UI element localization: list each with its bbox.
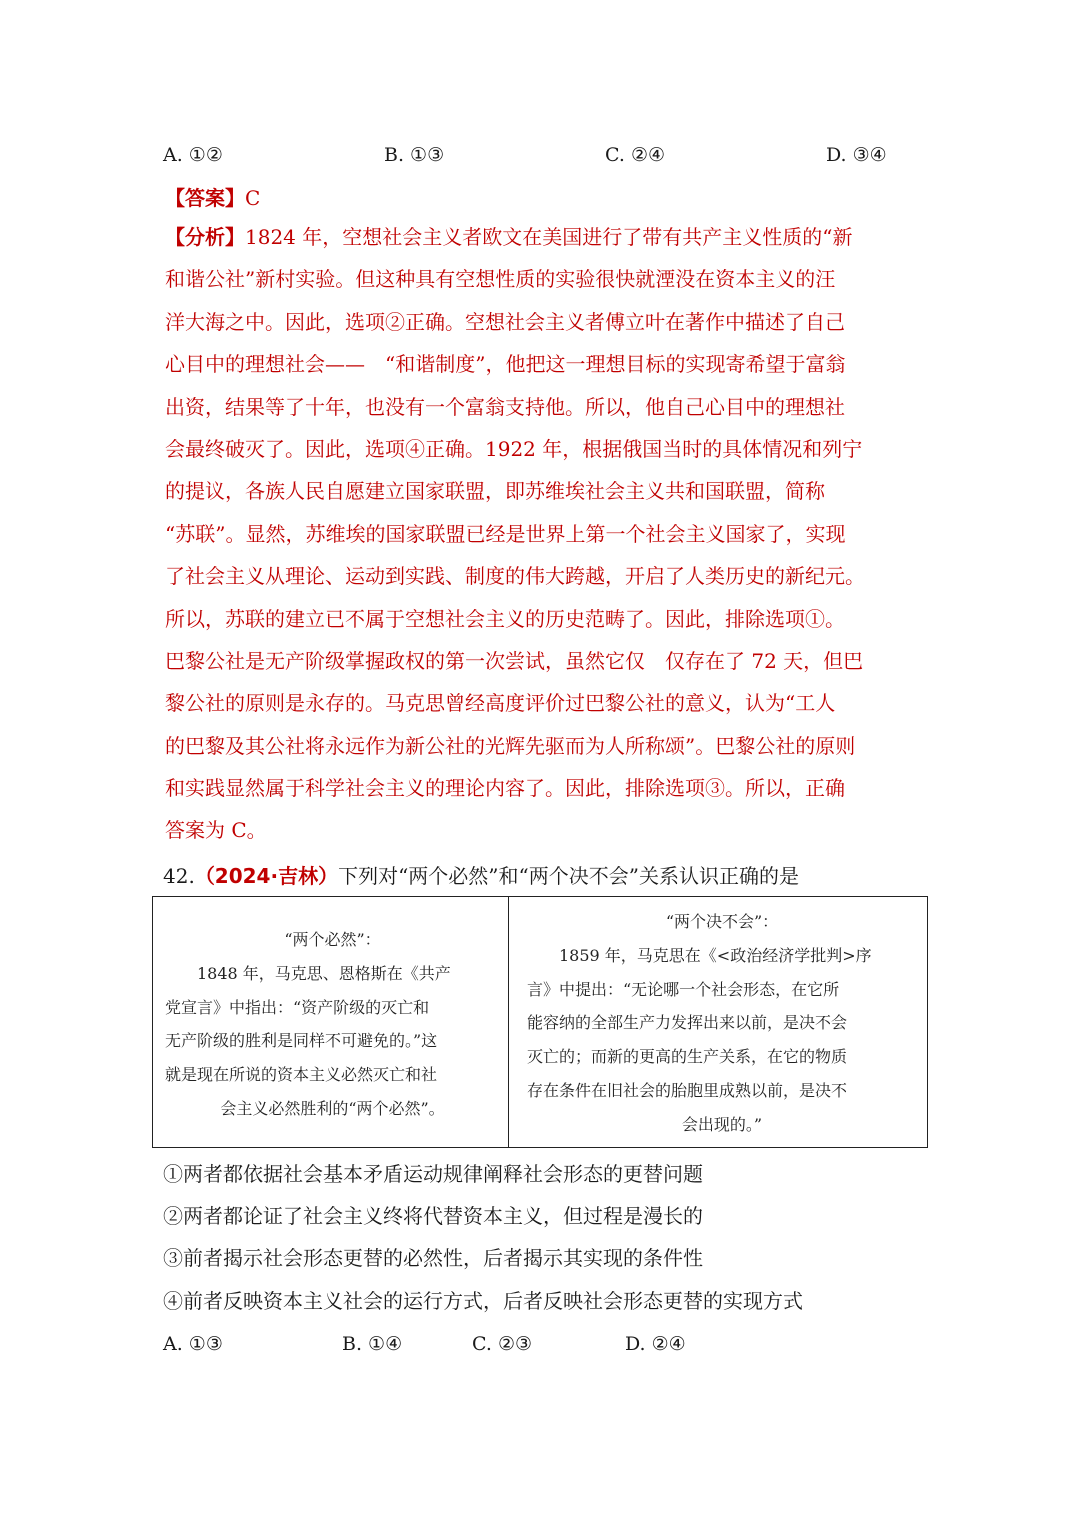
answer-line — [165, 182, 260, 211]
material-left-line: 无产阶级的胜利是同样不可避免的。”这 — [165, 1031, 438, 1051]
material-right-line: 1859 年，马克思在《<政治经济学批判>序 — [527, 945, 872, 965]
statement-1: ①两者都依据社会基本矛盾运动规律阐释社会形态的更替问题 — [163, 1162, 703, 1186]
analysis-line: “苏联”。显然，苏维埃的国家联盟已经是世界上第一个社会主义国家了，实现 — [165, 521, 846, 546]
analysis-line: 的提议，各族人民自愿建立国家联盟，即苏维埃社会主义共和国联盟，简称 — [165, 479, 825, 504]
answer-label: 【答案】 — [165, 186, 245, 210]
statement-4: ④前者反映资本主义社会的运行方式，后者反映社会形态更替的实现方式 — [163, 1289, 803, 1313]
analysis-line: 会最终破灭了。因此，选项④正确。1922 年，根据俄国当时的具体情况和列宁 — [165, 436, 863, 461]
option-d: D. ②④ — [625, 1333, 686, 1355]
material-right-line: 言》中提出：“无论哪一个社会形态，在它所 — [527, 979, 840, 999]
answer-value: C — [245, 186, 261, 210]
analysis-block — [165, 216, 925, 852]
question-source: （2024·吉林） — [194, 864, 339, 888]
option-b: B. ①④ — [342, 1333, 403, 1355]
analysis-line: 【分析】1824 年，空想社会主义者欧文在美国进行了带有共产主义性质的“新 — [165, 225, 853, 249]
option-c: C. ②③ — [472, 1333, 533, 1355]
analysis-line: 出资，结果等了十年，也没有一个富翁支持他。所以，他自己心目中的理想社 — [165, 394, 845, 419]
statement-3: ③前者揭示社会形态更替的必然性，后者揭示其实现的条件性 — [163, 1246, 703, 1270]
analysis-line: 和谐公社”新村实验。但这种具有空想性质的实验很快就湮没在资本主义的汪 — [165, 267, 836, 292]
analysis-line: 所以，苏联的建立已不属于空想社会主义的历史范畴了。因此，排除选项①。 — [165, 606, 845, 631]
analysis-line: 答案为 C。 — [165, 818, 267, 843]
material-right-line: 能容纳的全部生产力发挥出来以前，是决不会 — [527, 1013, 848, 1033]
prev-option-c: C. ②④ — [605, 144, 666, 166]
material-table — [152, 896, 928, 1148]
statement-2: ②两者都论证了社会主义终将代替资本主义，但过程是漫长的 — [163, 1204, 703, 1228]
material-right-line: 存在条件在旧社会的胎胞里成熟以前，是决不 — [527, 1080, 848, 1100]
material-left-title: “两个必然”： — [284, 930, 381, 949]
prev-option-d: D. ③④ — [826, 144, 887, 166]
analysis-line: 心目中的理想社会—— “和谐制度”，他把这一理想目标的实现寄希望于富翁 — [165, 352, 846, 377]
material-right-title: “两个决不会”： — [665, 912, 779, 931]
material-left-line: 1848 年，马克思、恩格斯在《共产 — [165, 963, 451, 983]
material-left-line: 党宣言》中指出：“资产阶级的灭亡和 — [165, 997, 430, 1017]
prev-option-a: A. ①② — [163, 144, 223, 166]
question-number: 42. — [163, 864, 195, 888]
question-stem: 下列对“两个必然”和“两个决不会”关系认识正确的是 — [338, 864, 799, 888]
analysis-label: 【分析】 — [165, 225, 245, 249]
material-right-line: 灭亡的；而新的更高的生产关系，在它的物质 — [527, 1047, 848, 1067]
material-right-cell — [509, 897, 927, 1147]
prev-option-b: B. ①③ — [384, 144, 445, 166]
analysis-line: 黎公社的原则是永存的。马克思曾经高度评价过巴黎公社的意义，认为“工人 — [165, 691, 836, 716]
material-left-line: 会主义必然胜利的“两个必然”。 — [220, 1098, 445, 1118]
analysis-line: 巴黎公社是无产阶级掌握政权的第一次尝试，虽然它仅 仅存在了 72 天，但巴 — [165, 648, 864, 673]
analysis-line: 洋大海之中。因此，选项②正确。空想社会主义者傅立叶在著作中描述了自己 — [165, 309, 845, 334]
option-a: A. ①③ — [163, 1333, 223, 1355]
material-left-line: 就是现在所说的资本主义必然灭亡和社 — [165, 1065, 438, 1085]
analysis-line: 了社会主义从理论、运动到实践、制度的伟大跨越，开启了人类历史的新纪元。 — [165, 564, 865, 589]
material-right-line: 会出现的。” — [681, 1114, 763, 1134]
analysis-line: 和实践显然属于科学社会主义的理论内容了。因此，排除选项③。所以，正确 — [165, 776, 845, 801]
question-heading — [163, 860, 799, 889]
analysis-line: 的巴黎及其公社将永远作为新公社的光辉先驱而为人所称颂”。巴黎公社的原则 — [165, 733, 856, 758]
material-left-cell — [153, 897, 509, 1147]
